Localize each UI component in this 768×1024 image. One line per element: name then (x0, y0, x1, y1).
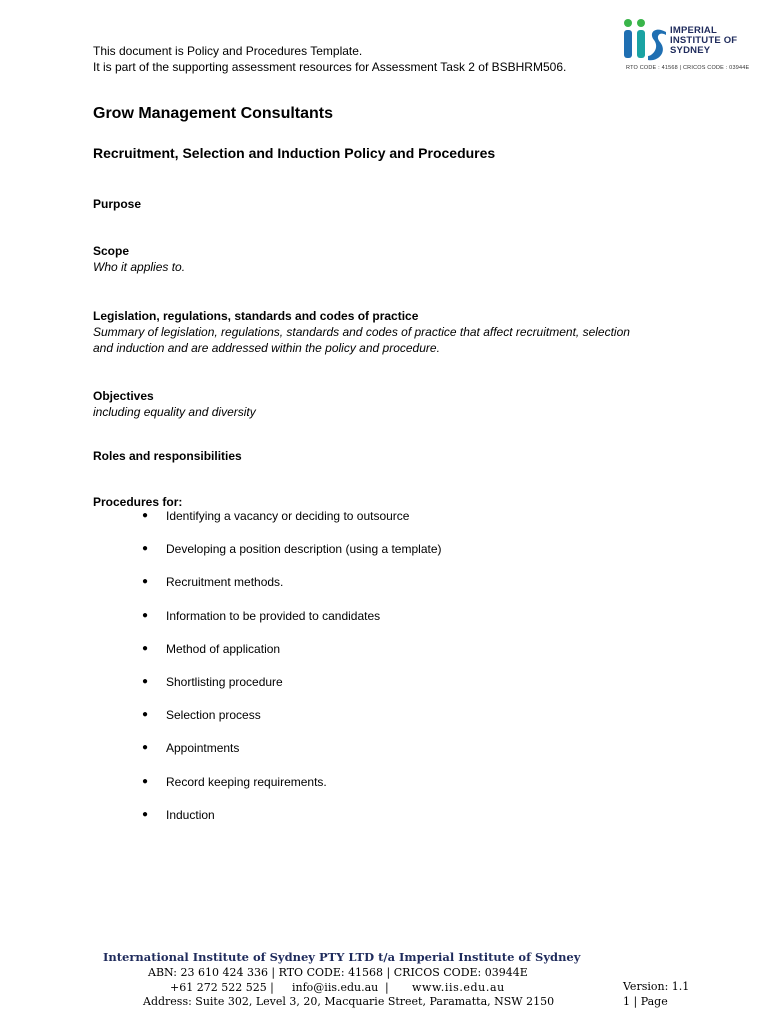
iis-logo-mark-icon (622, 18, 668, 62)
list-item: ● Developing a position description (using a template) (142, 542, 442, 557)
footer-email: info@iis.edu.au (292, 981, 379, 994)
list-item: ● Selection process (142, 708, 261, 723)
intro-line-2: It is part of the supporting assessment resources for Assessment Task 2 of BSBHRM506. (93, 60, 567, 74)
footer-separator: | (385, 981, 389, 994)
list-item: ● Shortlisting procedure (142, 674, 283, 689)
list-item: ● Information to be provided to candidates (142, 608, 381, 623)
legislation-description-2: and induction and are addressed within the policy and procedure. (93, 341, 440, 355)
bullet-icon: ● (142, 510, 149, 521)
logo-codes: RTO CODE : 41568 | CRICOS CODE : 03944E (626, 65, 750, 71)
section-roles (93, 448, 242, 464)
section-legislation (93, 308, 630, 356)
section-scope (93, 243, 185, 275)
document-title: Recruitment, Selection and Induction Policy and Procedures (93, 145, 496, 161)
section-objectives (93, 388, 256, 420)
bullet-icon: ● (142, 642, 149, 654)
intro-line-1: This document is Policy and Procedures Template. (93, 44, 363, 58)
purpose-heading: Purpose (93, 197, 142, 211)
footer-page-number: 1 | Page (623, 995, 668, 1008)
objectives-description: including equality and diversity (93, 405, 256, 419)
bullet-icon: ● (142, 576, 149, 588)
footer-version: Version: 1.1 (623, 980, 690, 993)
footer-codes: ABN: 23 610 424 336 | RTO CODE: 41568 | CRICOS CODE: 03944E (148, 966, 528, 979)
list-item: ● Induction (142, 807, 215, 822)
bullet-icon: ● (142, 808, 149, 820)
footer-address: Address: Suite 302, Level 3, 20, Macquarie Street, Paramatta, NSW 2150 (143, 995, 555, 1008)
procedures-list (142, 508, 442, 840)
objectives-heading: Objectives (93, 389, 154, 403)
legislation-heading: Legislation, regulations, standards and codes of practice (93, 309, 419, 323)
bullet-icon: ● (142, 775, 149, 787)
bullet-icon: ● (142, 742, 149, 754)
bullet-icon: ● (142, 609, 149, 621)
bullet-icon: ● (142, 675, 149, 687)
scope-heading: Scope (93, 244, 130, 258)
list-item: ● Recruitment methods. (142, 575, 284, 590)
list-item: ● Method of application (142, 641, 281, 656)
legislation-description-1: Summary of legislation, regulations, standards and codes of practice that affect recruitment, selection (93, 325, 630, 339)
section-purpose (93, 196, 141, 212)
logo-wordmark: IMPERIAL INSTITUTE OF SYDNEY (670, 25, 738, 56)
company-name: Grow Management Consultants (93, 105, 334, 122)
institute-logo (622, 18, 757, 76)
scope-description: Who it applies to. (93, 260, 186, 274)
list-item: ● Appointments (142, 741, 240, 756)
footer-website: www.iis.edu.au (412, 981, 505, 994)
footer-phone: +61 272 522 525 | (170, 981, 274, 994)
bullet-icon: ● (142, 709, 149, 721)
footer-org-name: International Institute of Sydney PTY LTD t/a Imperial Institute of Sydney (103, 950, 581, 964)
roles-heading: Roles and responsibilities (93, 449, 242, 463)
list-item: ● Record keeping requirements. (142, 774, 327, 789)
procedures-heading: Procedures for: (93, 495, 183, 509)
intro-note (93, 43, 566, 75)
bullet-icon: ● (142, 543, 149, 555)
list-item: ● Identifying a vacancy or deciding to outsource (142, 509, 410, 523)
